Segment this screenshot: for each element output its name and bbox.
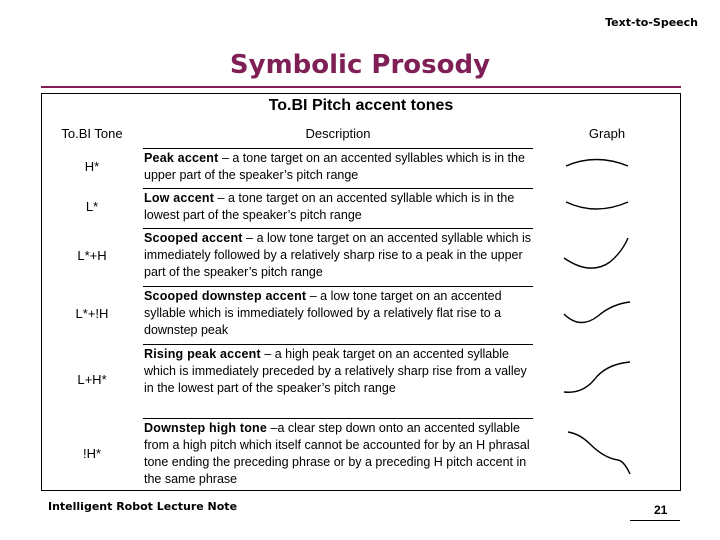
table-row — [42, 286, 680, 342]
footer-rule — [630, 520, 680, 521]
scooped-downstep-curve-icon — [560, 290, 636, 338]
tone-description — [143, 286, 533, 342]
table-row — [42, 418, 680, 490]
tone-term: Peak accent — [144, 151, 219, 165]
tone-description — [143, 188, 533, 226]
tone-term: Scooped accent — [144, 231, 243, 245]
table-caption: To.BI Pitch accent tones — [268, 97, 454, 114]
column-header-graph: Graph — [588, 126, 626, 141]
pitch-accent-table — [41, 93, 681, 491]
peak-accent-curve-icon — [560, 150, 636, 184]
header-label: Text-to-Speech — [605, 16, 698, 29]
footer-label: Intelligent Robot Lecture Note — [48, 500, 238, 513]
tone-label: L+H* — [77, 372, 107, 387]
low-accent-curve-icon — [560, 190, 636, 224]
tone-description — [143, 344, 533, 416]
tone-label: L* — [85, 199, 99, 214]
tone-label: !H* — [82, 446, 102, 461]
column-header-description: Description — [305, 126, 371, 141]
tone-description-text: – a tone target on an accented syllables which is in the upper part of the speaker’s pitch range — [144, 151, 525, 182]
scooped-accent-curve-icon — [560, 232, 636, 280]
downstep-high-curve-icon — [560, 426, 636, 482]
tone-description-text: – a high peak target on an accented syllable which is immediately preceded by a relatively sharp rise from a valley in the lowest part of the speaker’s pitch range — [144, 347, 527, 395]
table-row — [42, 148, 680, 186]
tone-term: Low accent — [144, 191, 215, 205]
tone-description-text: – a low tone target on an accented syllable which is immediately followed by a relatively sharp rise to a peak in the upper part of the speaker’s pitch range — [144, 231, 532, 279]
tone-description — [143, 418, 533, 490]
column-header-tone: To.BI Tone — [61, 126, 123, 141]
tone-label: L*+H — [77, 248, 107, 263]
tone-term: Rising peak accent — [144, 347, 261, 361]
tone-label: H* — [84, 159, 100, 174]
tone-term: Scooped downstep accent — [144, 289, 307, 303]
tone-description — [143, 148, 533, 186]
table-row — [42, 344, 680, 416]
slide-title: Symbolic Prosody — [229, 50, 491, 80]
rising-peak-curve-icon — [560, 352, 636, 408]
tone-description-text: – a tone target on an accented syllable which is in the lowest part of the speaker’s pitch range — [144, 191, 515, 222]
table-row — [42, 228, 680, 284]
tone-description — [143, 228, 533, 284]
page-number: 21 — [654, 503, 668, 517]
tone-term: Downstep high tone — [144, 421, 268, 435]
title-underline — [41, 86, 681, 88]
tone-description-text: –a clear step down onto an accented syllable from a high pitch which itself cannot be accounted for by an H phrasal tone ending the preceding phrase or by a preceding H pitch accent in the same phrase — [144, 421, 530, 486]
tone-label: L*+!H — [75, 306, 109, 321]
table-row — [42, 188, 680, 226]
tone-description-text: – a low tone target on an accented syllable which is immediately followed by a relatively flat rise to a downstep peak — [144, 289, 502, 337]
